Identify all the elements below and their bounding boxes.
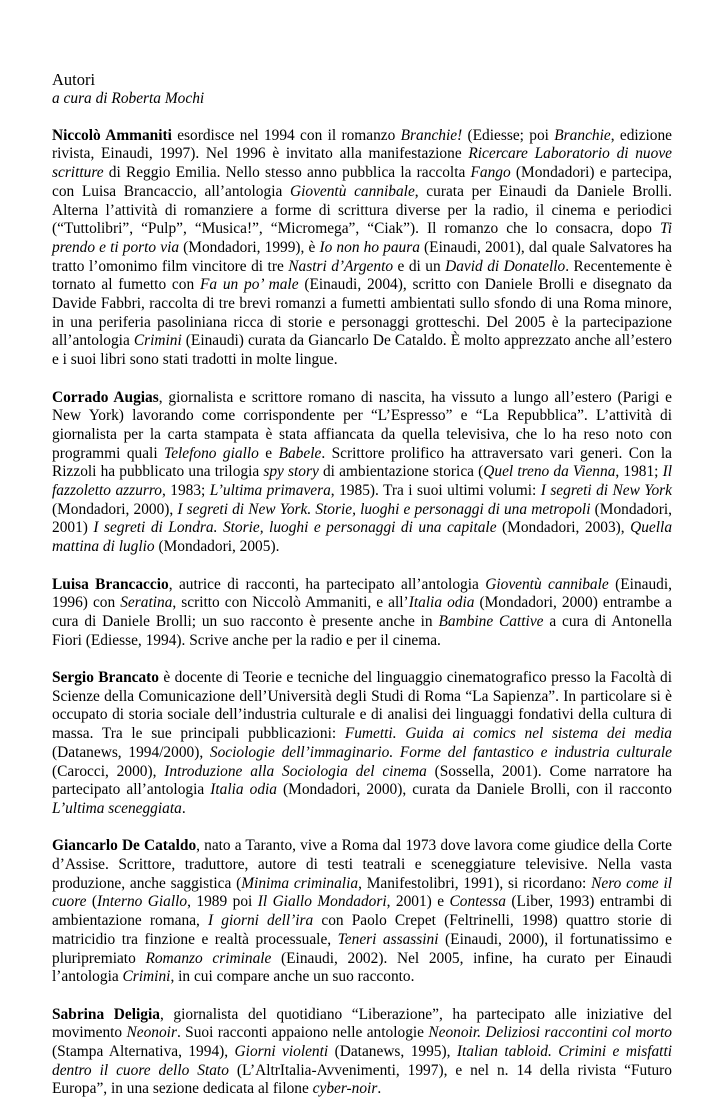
bio-text: , in cui compare anche un suo racconto. [170, 968, 415, 986]
work-title: Babele [278, 444, 322, 462]
bio-text: esordisce nel 1994 con il romanzo [171, 126, 401, 144]
bio-text: , nato a Taranto, vive a Roma dal 1973 dove lavora come giudice della Corte d’Assise. Scrittore, traduttore, autore di testi teatrali e sceneggiature televisive. Nella vasta produzione, anche saggistica ( [52, 837, 673, 892]
work-title: Ti prendo e ti porto via [52, 220, 672, 256]
work-title: Interno Giallo [97, 893, 188, 911]
bio-text: (Ediesse; poi [462, 126, 555, 144]
work-title: L’ultima primavera [209, 482, 331, 500]
work-title: Telefono giallo [164, 444, 259, 462]
bio-text: . Scrittore prolifico ha attraversato vari generi. Con la Rizzoli ha pubblicato una trilogia [52, 444, 672, 481]
work-title: L’ultima sceneggiata [52, 799, 182, 817]
bio-text: e di un [393, 257, 446, 275]
author-bio [52, 669, 672, 819]
work-title: Ricercare Laboratorio di nuove scritture [52, 145, 672, 182]
bio-text: (Datanews, 1995), [328, 1043, 457, 1061]
work-title: cyber-noir [312, 1080, 378, 1098]
work-title: Crimini [122, 968, 171, 986]
work-title: Fa un po’ male [199, 276, 299, 294]
bio-text: , curata per Einaudi da Daniele Brolli. Alterna l’attività di romanziere a forme di scrittura diverse per la radio, il cinema e periodici (“Tuttolibri”, “Pulp”, “Musica!”, “Micromega”, “Ciak”). Il romanzo che lo consacra, dopo [52, 182, 672, 238]
bio-text: (Datanews, 1994/2000), [52, 743, 210, 761]
bio-text: con Paolo Crepet (Feltrinelli, 1998) quattro storie di matricidio tra finzione e realtà processuale, [52, 912, 672, 948]
bio-text: (Sossella, 2001). Come narratore ha partecipato all’antologia [52, 762, 673, 799]
bio-text: , scritto con Niccolò Ammaniti, e all’ [172, 594, 409, 612]
bio-text: (Einaudi, 2002). Nel 2005, infine, ha curato per Einaudi l’antologia [52, 949, 673, 986]
work-title: Italian tabloid. Crimini e misfatti dentro il cuore dello Stato [52, 1043, 672, 1079]
work-title: Gioventù cannibale [289, 182, 415, 200]
work-title: Romanzo criminale [145, 949, 272, 967]
work-title: David di Donatello [445, 257, 566, 275]
author-bio [52, 837, 672, 987]
bio-text: , Manifestolibri, 1991), si ricordano: [358, 874, 592, 892]
bio-text: (Mondadori, 2000) entrambe a cura di Daniele Brolli; un suo racconto è presente anche in [52, 594, 673, 630]
work-title: Crimini [133, 332, 182, 350]
bio-text: , 1985). Tra i suoi ultimi volumi: [330, 482, 541, 500]
work-title: Nastri d’Argento [288, 257, 394, 275]
work-title: Branchie [554, 126, 611, 144]
bio-text: ( [86, 893, 98, 911]
bio-text: (Carocci, 2000), [52, 762, 165, 780]
bio-text: (Einaudi, 2000), il fortunatissimo e pluripremiato [52, 930, 673, 967]
work-title: Bambine Cattive [438, 612, 544, 630]
bio-text: (Mondadori, 2003), [496, 519, 631, 537]
author-name: Sergio Brancato [52, 669, 159, 687]
work-title: Quel treno da Vienna [483, 463, 616, 481]
bio-text: , 1983; [161, 482, 210, 500]
work-title: Il fazzoletto azzurro [52, 463, 672, 500]
page-subtitle: a cura di Roberta Mochi [52, 90, 205, 107]
work-title: Sociologie dell’immaginario. Forme del fantastico e industria culturale [209, 743, 672, 761]
bio-text: (Einaudi, 2001), dal quale Salvatores ha tratto l’omonimo film vincitore di tre [52, 238, 672, 275]
work-title: Quella mattina di luglio [52, 519, 673, 556]
work-title: I giorni dell’ira [208, 912, 314, 930]
author-bios [52, 127, 672, 1099]
bio-text: , autrice di racconti, ha partecipato all’antologia [168, 575, 486, 593]
bio-text: (Mondadori, 1999), è [179, 238, 320, 256]
author-bio [52, 576, 672, 651]
work-title: Neonoir [126, 1024, 177, 1042]
work-title: I segreti di Londra. Storie, luoghi e personaggi di una capitale [93, 519, 497, 537]
bio-text: è docente di Teorie e tecniche del linguaggio cinematografico presso la Facoltà di Scienze della Comunicazione dell’Università degli Studi di Roma “La Sapienza”. In particolare si è occupato di storia sociale dell’industria culturale e di analisi dei linguaggi fondativi della cultura di massa. Tra le sue principali pubblicazioni: [52, 669, 672, 743]
bio-text: (Mondadori, 2000), curata da Daniele Brolli, con il racconto [276, 781, 672, 799]
bio-text: . [181, 799, 186, 817]
bio-text: , giornalista del quotidiano “Liberazione”, ha partecipato alle iniziative del movimento [52, 1005, 672, 1042]
bio-text: (Mondadori) e partecipa, con Luisa Brancaccio, all’antologia [52, 164, 672, 200]
author-name: Luisa Brancaccio [52, 575, 169, 593]
document-page [52, 70, 672, 1118]
author-bio [52, 1006, 672, 1100]
work-title: I segreti di New York [540, 482, 672, 500]
bio-text: , 1989 poi [187, 893, 258, 911]
work-title: Branchie! [400, 126, 463, 144]
bio-text: (Mondadori, 2000), [52, 500, 178, 518]
page-title: Autori [52, 70, 96, 89]
work-title: Il Giallo Mondadori [257, 893, 387, 911]
bio-text: (Einaudi) curata da Giancarlo De Cataldo. È molto apprezzato anche all’estero e i suoi libri sono stati tradotti in molte lingue. [52, 332, 672, 369]
work-title: Gioventù cannibale [485, 575, 609, 593]
bio-text: di ambientazione storica ( [318, 463, 484, 481]
bio-text: (Liber, 1993) entrambi di ambientazione romana, [52, 893, 672, 930]
author-name: Corrado Augias [52, 388, 159, 406]
bio-text: , edizione rivista, Einaudi, 1997). Nel 1996 è invitato alla manifestazione [52, 126, 673, 163]
author-name: Sabrina Deligia [52, 1005, 160, 1023]
work-title: I segreti di New York. Storie, luoghi e personaggi di una metropoli [177, 500, 591, 518]
bio-text: , 1981; [615, 463, 663, 481]
work-title: Introduzione alla Sociologia del cinema [164, 762, 427, 780]
bio-text: (Mondadori, 2001) [52, 500, 672, 537]
work-title: Io non ho paura [319, 238, 420, 256]
author-bio [52, 127, 672, 370]
work-title: Giorni violenti [234, 1043, 329, 1061]
work-title: Minima criminalia [241, 874, 359, 892]
author-name: Giancarlo De Cataldo [52, 837, 197, 855]
work-title: Seratina [120, 594, 173, 612]
bio-text: e [258, 444, 279, 462]
work-title: Contessa [449, 893, 506, 911]
work-title: Neonoir. Deliziosi raccontini col morto [428, 1024, 672, 1042]
bio-text: di Reggio Emilia. Nello stesso anno pubblica la raccolta [103, 164, 471, 182]
author-bio [52, 389, 672, 557]
bio-text: . [377, 1080, 382, 1098]
work-title: Nero come il cuore [52, 874, 672, 911]
work-title: spy story [263, 463, 319, 481]
bio-text: . Suoi racconti appaiono nelle antologie [176, 1024, 429, 1042]
bio-text: , giornalista e scrittore romano di nascita, ha vissuto a lungo all’estero (Parigi e New York) lavorando come corrispondente per “L’Espresso” e “La Repubblica”. L’attività di giornalista per la carta stampata è stata affiancata da quella televisiva, che lo ha reso noto con programmi quali [52, 388, 672, 462]
author-name: Niccolò Ammaniti [52, 126, 172, 144]
bio-text: (L’AltrItalia-Avvenimenti, 1997), e nel n. 14 della rivista “Futuro Europa”, in una sezione dedicata al filone [52, 1061, 672, 1098]
bio-text: . Recentemente è tornato al fumetto con [52, 257, 672, 294]
bio-text: (Mondadori, 2005). [154, 538, 280, 556]
work-title: Teneri assassini [337, 930, 439, 948]
bio-text: a cura di Antonella Fiori (Ediesse, 1994). Scrive anche per la radio e per il cinema. [52, 612, 672, 649]
bio-text: (Stampa Alternativa, 1994), [52, 1043, 235, 1061]
work-title: Fumetti. Guida ai comics nel sistema dei media [344, 725, 672, 743]
bio-text: (Einaudi, 1996) con [52, 575, 672, 612]
bio-text: , 2001) e [386, 893, 450, 911]
bio-text: (Einaudi, 2004), scritto con Daniele Brolli e disegnato da Davide Fabbri, raccolta di tre brevi romanzi a fumetti ambientati sullo sfondo di una Roma minore, in una periferia pasoliniana ricca di storie e personaggi grotteschi. Del 2005 è la partecipazione all’antologia [52, 276, 673, 350]
work-title: Italia odia [408, 594, 475, 612]
work-title: Italia odia [210, 781, 277, 799]
work-title: Fango [470, 164, 511, 182]
